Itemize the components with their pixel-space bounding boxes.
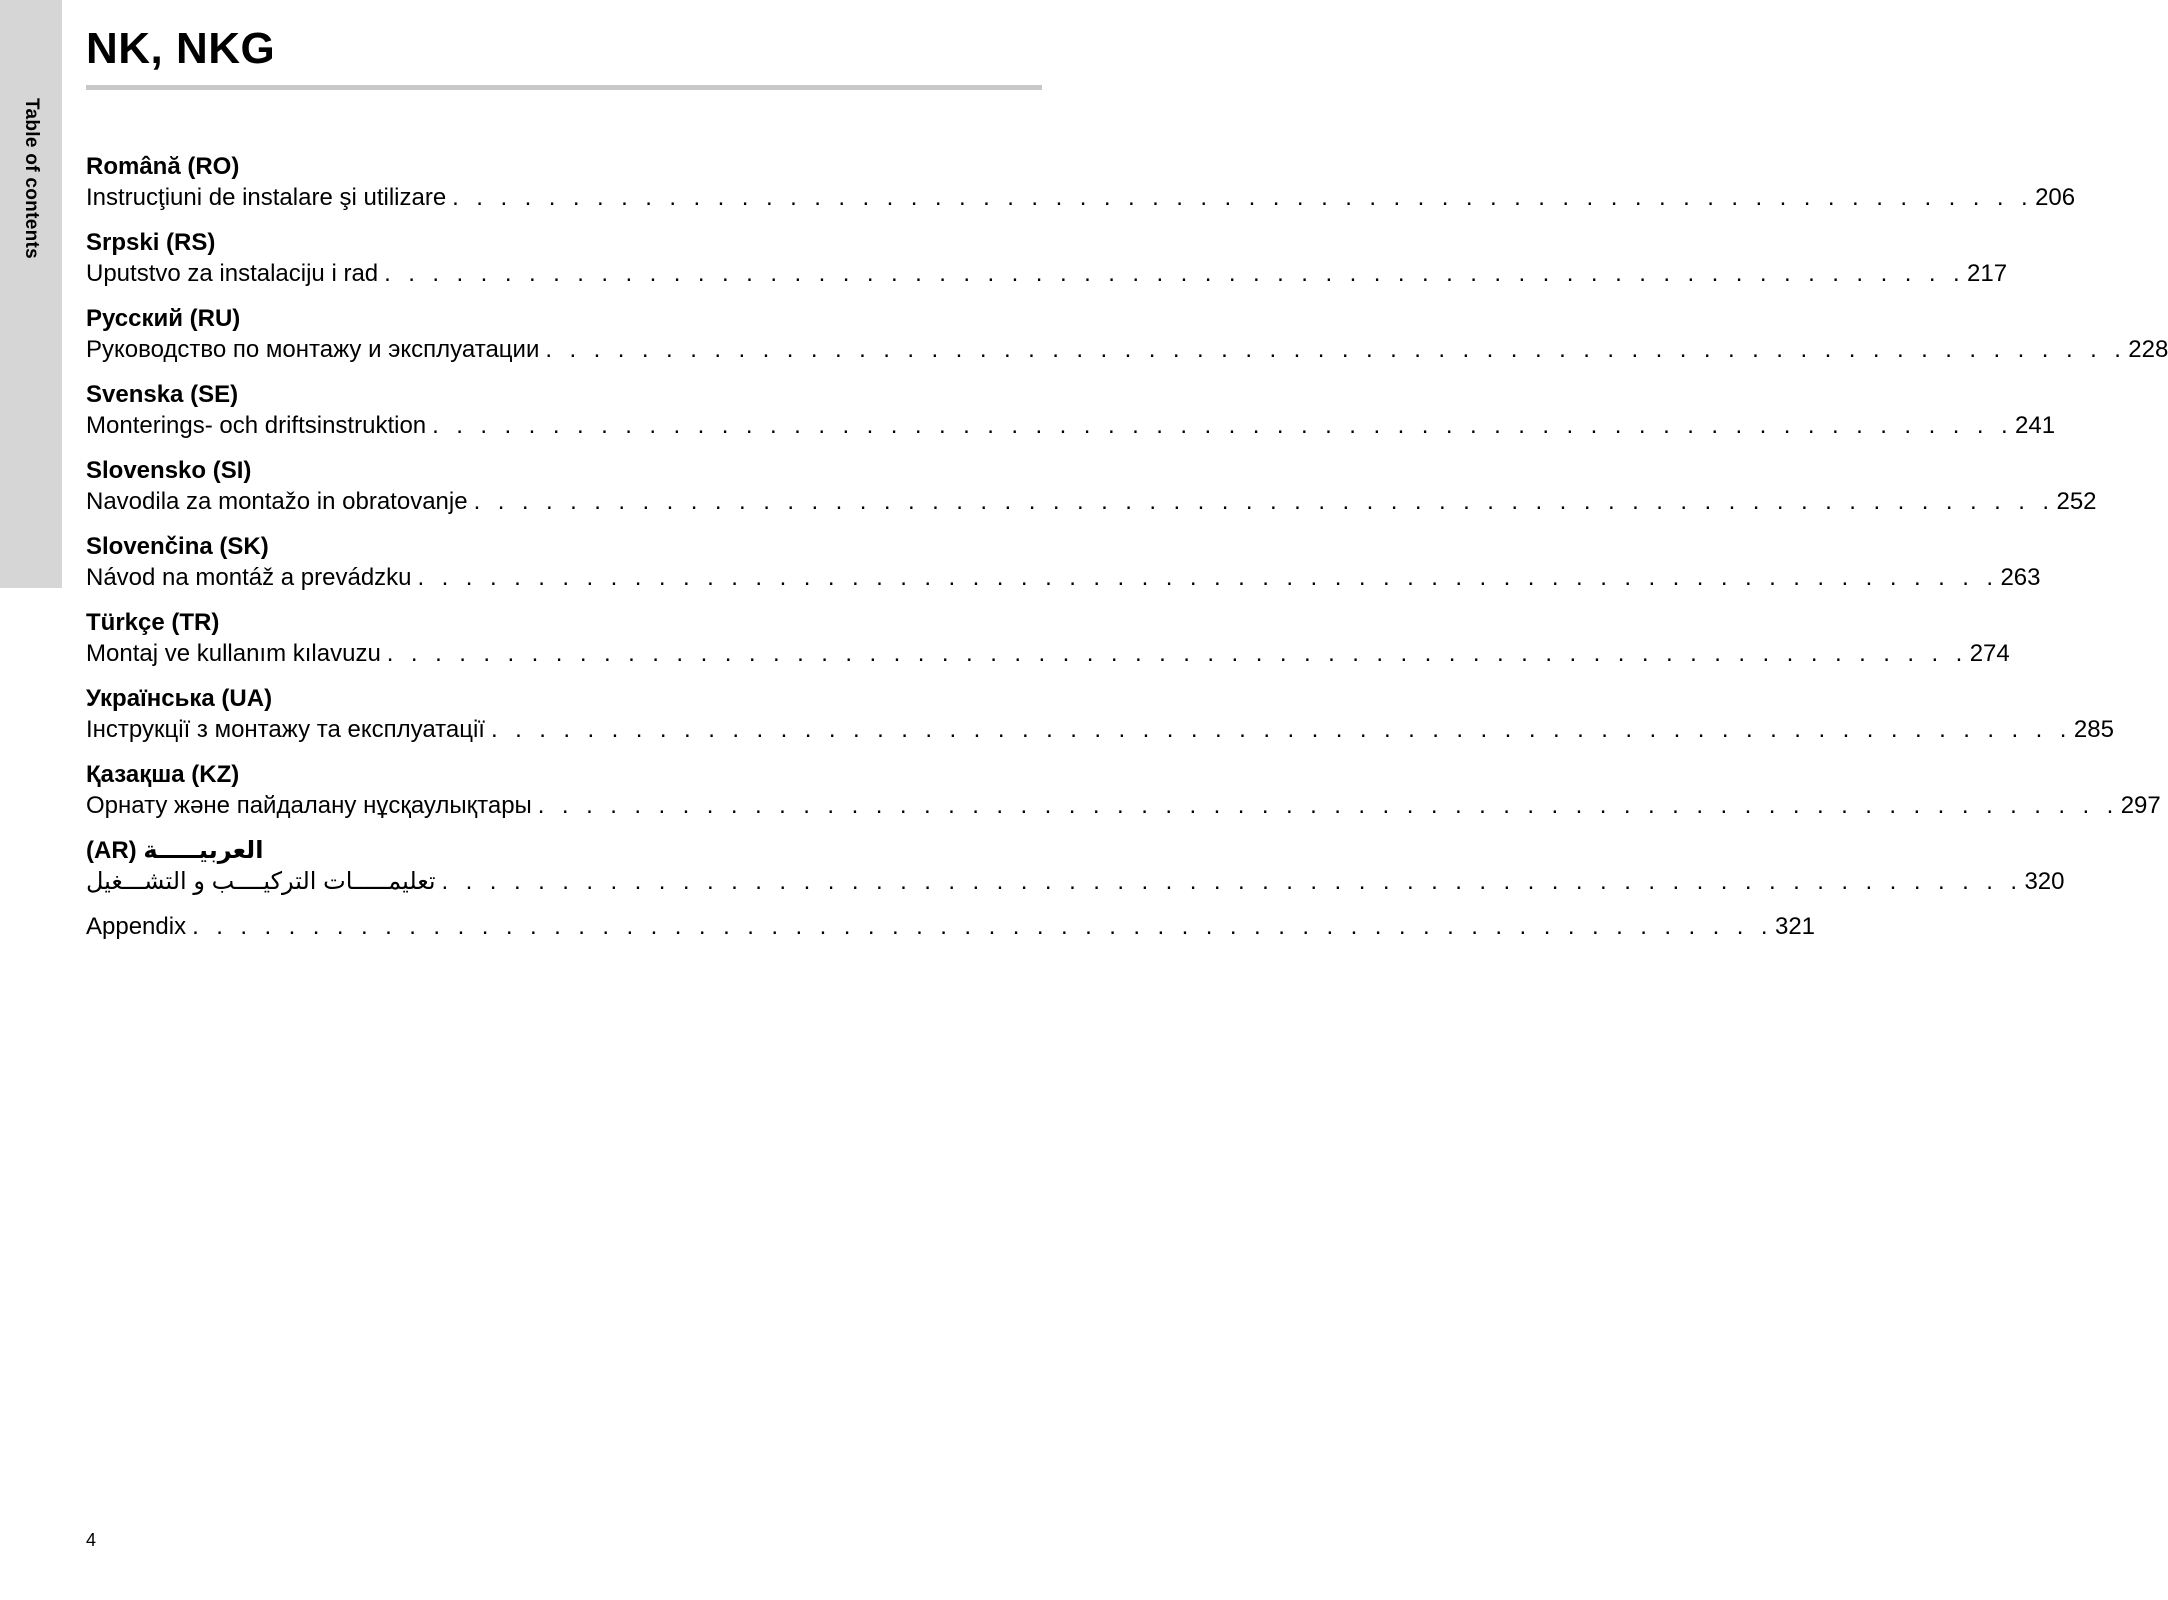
toc-entry-link[interactable] <box>86 866 2065 897</box>
side-tab <box>0 0 62 588</box>
footer-page-number: 4 <box>86 1530 97 1550</box>
section-heading-native: العربيـــــة <box>143 837 264 864</box>
entry-title: Návod na montáž a prevádzku <box>86 564 412 591</box>
toc-entry-link[interactable] <box>86 182 2076 213</box>
toc-entry-link[interactable] <box>86 410 2056 441</box>
document-title: NK, NKG <box>86 24 276 73</box>
dot-leader: . . . . . . . . . . . . . . . . . . . . . . . . . . . . . . . . . . . . . . . . . . . . . . . . . . . . . . . . . . . . . . . . . . <box>432 412 2014 439</box>
table-of-contents <box>86 151 2168 956</box>
section-heading: Română (RO) <box>86 153 240 180</box>
toc-section-ru <box>86 303 2168 365</box>
toc-entry-link[interactable] <box>86 638 2010 669</box>
toc-entry-link[interactable] <box>86 790 2161 821</box>
entry-title: Інструкції з монтажу та експлуатації <box>86 716 485 743</box>
dot-leader: . . . . . . . . . . . . . . . . . . . . . . . . . . . . . . . . . . . . . . . . . . . . . . . . . . . . . . . . . . . . . . . . . . <box>473 488 2055 515</box>
entry-page-number: 320 <box>2024 868 2065 895</box>
toc-section-ua <box>86 683 2114 745</box>
entry-title: Appendix <box>86 913 187 940</box>
entry-title: Instrucţiuni de instalare şi utilizare <box>86 184 447 211</box>
dot-leader: . . . . . . . . . . . . . . . . . . . . . . . . . . . . . . . . . . . . . . . . . . . . . . . . . . . . . . . . . . . . . . . . . . <box>545 336 2127 363</box>
section-heading: Қазақша (KZ) <box>86 761 240 788</box>
dot-leader: . . . . . . . . . . . . . . . . . . . . . . . . . . . . . . . . . . . . . . . . . . . . . . . . . . . . . . . . . . . . . . . . . . <box>386 640 1968 667</box>
dot-leader: . . . . . . . . . . . . . . . . . . . . . . . . . . . . . . . . . . . . . . . . . . . . . . . . . . . . . . . . . . . . . . . . . . <box>490 716 2072 743</box>
section-heading: Slovenčina (SK) <box>86 533 269 560</box>
toc-entry-link[interactable] <box>86 334 2168 365</box>
dot-leader: . . . . . . . . . . . . . . . . . . . . . . . . . . . . . . . . . . . . . . . . . . . . . . . . . . . . . . . . . . . . . . . . . . <box>192 913 1773 940</box>
toc-section-ro <box>86 151 2076 213</box>
dot-leader: . . . . . . . . . . . . . . . . . . . . . . . . . . . . . . . . . . . . . . . . . . . . . . . . . . . . . . . . . . . . . . . . . . <box>417 564 1999 591</box>
entry-page-number: 274 <box>1969 640 2010 667</box>
entry-title: Navodila za montažo in obratovanje <box>86 488 468 515</box>
entry-title: Uputstvo za instalaciju i rad <box>86 260 379 287</box>
entry-page-number: 252 <box>2056 488 2097 515</box>
entry-title: Monterings- och driftsinstruktion <box>86 412 427 439</box>
dot-leader: . . . . . . . . . . . . . . . . . . . . . . . . . . . . . . . . . . . . . . . . . . . . . . . . . . . . . . . . . . . . . . . . . . <box>537 792 2119 819</box>
entry-page-number: 206 <box>2035 184 2076 211</box>
entry-page-number: 263 <box>2000 564 2041 591</box>
dot-leader: . . . . . . . . . . . . . . . . . . . . . . . . . . . . . . . . . . . . . . . . . . . . . . . . . . . . . . . . . . . . . . . . . . <box>452 184 2034 211</box>
entry-title: تعليمـــــات التركيــــب و التشـــغيل <box>86 868 436 895</box>
dot-leader: . . . . . . . . . . . . . . . . . . . . . . . . . . . . . . . . . . . . . . . . . . . . . . . . . . . . . . . . . . . . . . . . . . <box>384 260 1966 287</box>
section-heading: Svenska (SE) <box>86 381 239 408</box>
toc-section-kz <box>86 759 2161 821</box>
entry-page-number: 321 <box>1774 913 1816 940</box>
toc-entry-link[interactable] <box>86 258 2008 289</box>
section-heading: Русский (RU) <box>86 305 241 332</box>
entry-page-number: 285 <box>2073 716 2114 743</box>
toc-section-tr <box>86 607 2010 669</box>
section-heading: Українська (UA) <box>86 685 273 712</box>
entry-page-number: 217 <box>1967 260 2008 287</box>
entry-page-number: 297 <box>2120 792 2161 819</box>
toc-entry-link[interactable] <box>86 562 2041 593</box>
entry-page-number: 241 <box>2015 412 2056 439</box>
toc-entry-appendix[interactable] <box>86 911 1816 942</box>
section-heading <box>86 835 1042 866</box>
section-heading: Türkçe (TR) <box>86 609 220 636</box>
entry-page-number: 228 <box>2128 336 2168 363</box>
entry-title: Руководство по монтажу и эксплуатации <box>86 336 540 363</box>
toc-section-sk <box>86 531 2041 593</box>
section-heading-code: (AR) <box>86 837 137 864</box>
toc-section-ar <box>86 835 2065 897</box>
entry-title: Орнату және пайдалану нұсқаулықтары <box>86 792 532 819</box>
side-tab-label: Table of contents <box>21 98 42 259</box>
section-heading: Slovensko (SI) <box>86 457 252 484</box>
toc-section-si <box>86 455 2097 517</box>
section-heading: Srpski (RS) <box>86 229 216 256</box>
toc-entry-link[interactable] <box>86 714 2114 745</box>
toc-entry-link[interactable] <box>86 486 2097 517</box>
dot-leader: . . . . . . . . . . . . . . . . . . . . . . . . . . . . . . . . . . . . . . . . . . . . . . . . . . . . . . . . . . . . . . . . . . <box>441 868 2023 895</box>
toc-section-se <box>86 379 2056 441</box>
entry-title: Montaj ve kullanım kılavuzu <box>86 640 381 667</box>
title-rule <box>86 85 1042 90</box>
toc-section-rs <box>86 227 2008 289</box>
